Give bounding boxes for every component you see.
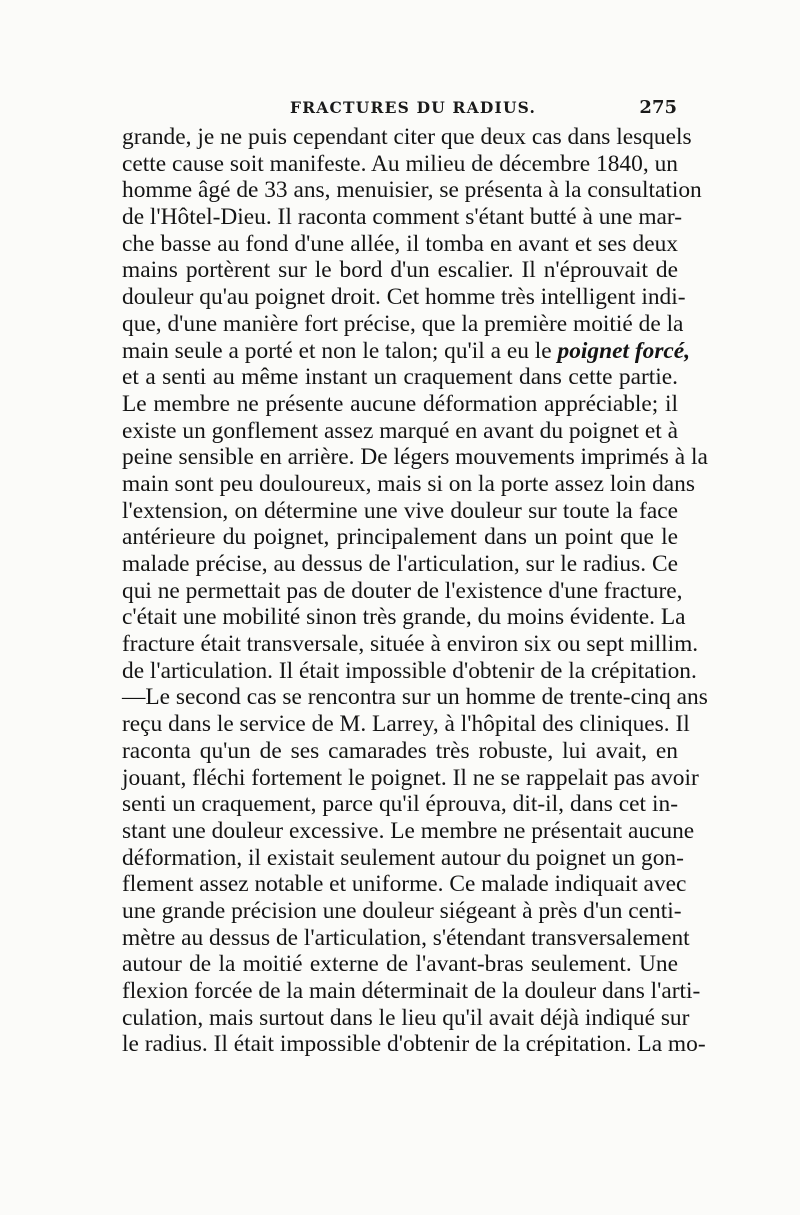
text-line: peine sensible en arrière. De légers mouvements imprimés à la (122, 444, 708, 471)
text-line: grande, je ne puis cependant citer que deux cas dans lesquels (122, 124, 692, 150)
text-line: flement assez notable et uniforme. Ce malade indiquait avec (122, 871, 687, 898)
text-line: cette cause soit manifeste. Au milieu de décembre 1840, un (122, 150, 678, 177)
text-line: existe un gonflement assez marqué en avant du poignet et à (122, 417, 678, 444)
text-line: une grande précision une douleur siégeant à près d'un centi- (122, 897, 682, 924)
text-line-with-emphasis (122, 337, 691, 365)
text-line: flexion forcée de la main déterminait de la douleur dans l'arti- (122, 978, 701, 1004)
text-line: déformation, il existait seulement autour du poignet un gon- (122, 844, 684, 871)
text-line: et a senti au même instant un craquement dans cette partie. (122, 364, 678, 391)
text-line: le radius. Il était impossible d'obtenir de la crépitation. La mo- (122, 1031, 706, 1058)
text-line: culation, mais surtout dans le lieu qu'il avait déjà indiqué sur (122, 1004, 690, 1031)
text-line: c'était une mobilité sinon très grande, du moins évidente. La (122, 604, 686, 631)
text-line: jouant, fléchi fortement le poignet. Il ne se rappelait pas avoir (122, 764, 699, 791)
body-text (122, 124, 708, 1058)
text-line: stant une douleur excessive. Le membre ne présentait aucune (122, 817, 695, 844)
text-line: —Le second cas se rencontra sur un homme de trente-cinq ans (122, 684, 708, 711)
text-line: antérieure du poignet, principalement dans un point que le (122, 524, 678, 551)
text-line: de l'Hôtel-Dieu. Il raconta comment s'étant butté à une mar- (122, 204, 683, 231)
text-line: main sont peu douloureux, mais si on la porte assez loin dans (122, 470, 695, 497)
text-line: que, d'une manière fort précise, que la première moitié de la (122, 310, 684, 337)
text-line: malade précise, au dessus de l'articulation, sur le radius. Ce (122, 551, 678, 577)
text-line: che basse au fond d'une allée, il tomba en avant et ses deux (122, 230, 678, 257)
text-line: raconta qu'un de ses camarades très robuste, lui avait, en (122, 737, 678, 764)
text-line: fracture était transversale, située à environ six ou sept millim. (122, 631, 699, 658)
emphasized-text: poignet forcé, (557, 337, 691, 364)
text-line: Le membre ne présente aucune déformation appréciable; il (122, 390, 678, 417)
text-line: senti un craquement, parce qu'il éprouva, dit-il, dans cet in- (122, 791, 678, 818)
text-line: autour de la moitié externe de l'avant-bras seulement. Une (122, 951, 678, 978)
text-line: mètre au dessus de l'articulation, s'étendant transversalement (122, 924, 690, 951)
text-fragment: main seule a porté et non le talon; qu'il a eu le (122, 337, 552, 364)
page-number: 275 (639, 97, 677, 118)
text-line: douleur qu'au poignet droit. Cet homme très intelligent indi- (122, 284, 686, 311)
running-title: FRACTURES DU RADIUS. (290, 98, 537, 117)
text-line: l'extension, on détermine une vive douleur sur toute la face (122, 497, 678, 524)
text-line: mains portèrent sur le bord d'un escalier. Il n'éprouvait de (122, 257, 678, 284)
text-line: homme âgé de 33 ans, menuisier, se présenta à la consultation (122, 177, 702, 204)
text-line: de l'articulation. Il était impossible d'obtenir de la crépitation. (122, 657, 697, 684)
text-line: qui ne permettait pas de douter de l'existence d'une fracture, (122, 577, 683, 604)
text-line: reçu dans le service de M. Larrey, à l'hôpital des cliniques. Il (122, 711, 690, 738)
